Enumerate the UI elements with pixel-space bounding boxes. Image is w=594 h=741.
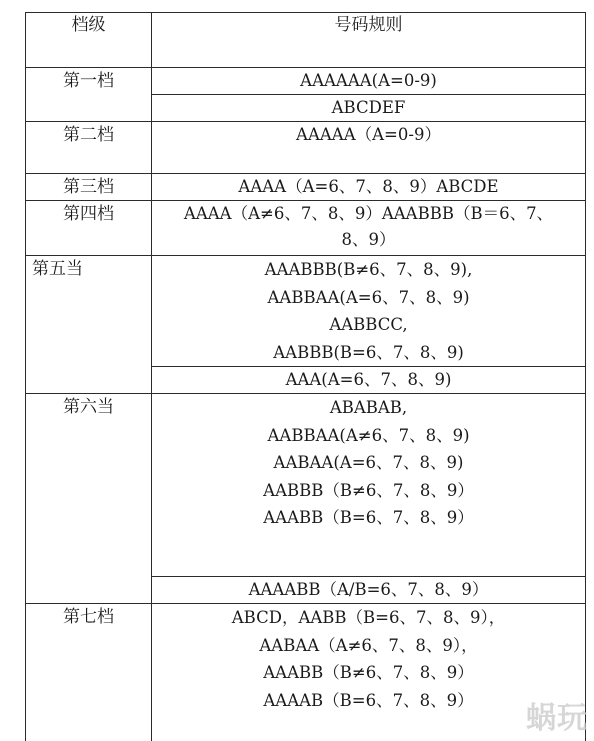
- tier-4-rule: [152, 201, 585, 253]
- tier-5-rule: [152, 367, 585, 393]
- rule-line: AAABBB(B≠6、7、8、9),: [264, 260, 473, 279]
- rule-line: AAAA（A≠6、7、8、9）AAABBB（B＝6、7、: [183, 204, 554, 223]
- rule-line: AABBCC,: [329, 315, 408, 334]
- rule-line: AAAABB（A/B=6、7、8、9）: [248, 580, 489, 599]
- tier-1-rule: [152, 95, 585, 121]
- rule-line: AABAA（A≠6、7、8、9），: [259, 635, 478, 655]
- rule-line: AAAAA（A=0-9）: [296, 125, 441, 144]
- tier-5-rule: [152, 256, 585, 366]
- rule-line: AAAAAA(A=0-9): [300, 71, 437, 90]
- rule-line: AAABB（B=6、7、8、9）: [263, 508, 474, 527]
- tier-label-4: 第四档: [63, 204, 114, 224]
- rule-line: AAAAB（B=6、7、8、9）: [263, 690, 474, 710]
- rule-line: ABCD，AABB（B=6、7、8、9），: [231, 608, 506, 627]
- rule-line: AABBAA(A=6、7、8、9): [267, 287, 470, 307]
- tier-label-7: 第七档: [63, 607, 114, 627]
- rule-line: AABBB（B≠6、7、8、9）: [263, 480, 474, 500]
- header-rule: 号码规则: [334, 15, 403, 35]
- header-tier: 档级: [71, 15, 106, 35]
- tier-label-1: 第一档: [63, 71, 114, 91]
- tier-label-6: 第六当: [63, 397, 114, 417]
- rule-line: 8、9）: [341, 230, 396, 249]
- rule-line: AABBB(B=6、7、8、9): [273, 342, 464, 362]
- rule-line: AABBAA(A≠6、7、8、9): [267, 425, 470, 445]
- rule-line: ABCDEF: [331, 98, 406, 117]
- watermark-logo: 蜗玩: [526, 701, 588, 736]
- table-border-top: [25, 12, 586, 13]
- tier-3-rule: [152, 174, 585, 200]
- rule-line: AAAA（A=6、7、8、9）ABCDE: [238, 177, 499, 196]
- tier-7-rule: [152, 604, 585, 714]
- rule-line: AABAA(A=6、7、8、9): [273, 453, 464, 472]
- rule-line: AAA(A=6、7、8、9): [285, 370, 452, 389]
- tier-label-5: 第五当: [32, 259, 83, 279]
- tier-6-rule: [152, 394, 585, 532]
- tier-6-rule: [152, 577, 585, 603]
- tier-1-rule: [152, 68, 585, 94]
- rule-line: AAABB（B≠6、7、8、9）: [263, 663, 474, 682]
- tier-label-2: 第二档: [63, 125, 114, 145]
- tier-label-3: 第三档: [63, 177, 114, 197]
- tier-2-rule: [152, 122, 585, 148]
- rule-line: ABABAB,: [329, 398, 408, 417]
